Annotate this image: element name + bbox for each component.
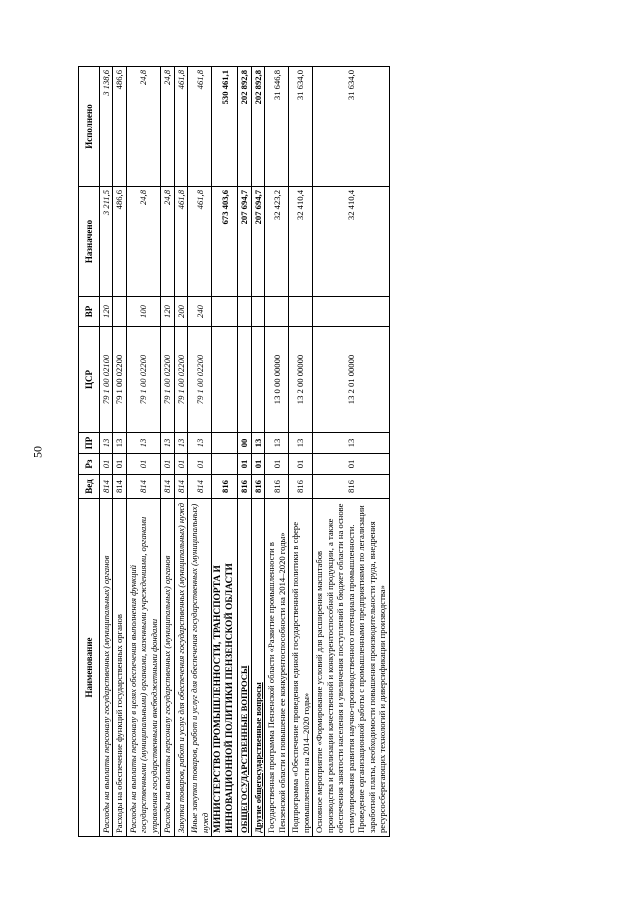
vr-code: 100 <box>126 297 160 327</box>
executed-amount: 24,8 <box>161 67 174 187</box>
csr-code: 13 2 01 00000 <box>313 327 389 433</box>
budget-table <box>78 66 390 837</box>
table-row <box>100 67 113 837</box>
assigned-amount: 24,8 <box>126 187 160 297</box>
page-number: 50 <box>30 446 45 458</box>
rz-code: 01 <box>251 454 264 475</box>
ved-code: 816 <box>251 475 264 499</box>
pr-code: 13 <box>161 433 174 454</box>
csr-code: 79 1 00 02100 <box>100 327 113 433</box>
csr-code <box>251 327 264 433</box>
assigned-amount: 32 410,4 <box>289 187 313 297</box>
pr-code: 00 <box>238 433 251 454</box>
pr-code: 13 <box>188 433 212 454</box>
vr-code <box>313 297 389 327</box>
table-row <box>238 67 251 837</box>
table-row <box>126 67 160 837</box>
csr-code <box>238 327 251 433</box>
header-cell: Исполнено <box>79 67 100 187</box>
pr-code: 13 <box>265 433 289 454</box>
csr-code: 79 1 00 02200 <box>126 327 160 433</box>
vr-code: 120 <box>100 297 113 327</box>
rz-code <box>212 454 238 475</box>
vr-code <box>212 297 238 327</box>
rz-code: 01 <box>238 454 251 475</box>
assigned-amount: 486,6 <box>113 187 126 297</box>
pr-code: 13 <box>313 433 389 454</box>
vr-code: 120 <box>161 297 174 327</box>
csr-code: 79 1 00 02200 <box>161 327 174 433</box>
pr-code: 13 <box>100 433 113 454</box>
ved-code: 814 <box>188 475 212 499</box>
assigned-amount: 207 694,7 <box>251 187 264 297</box>
rz-code: 01 <box>161 454 174 475</box>
csr-code: 79 1 00 02200 <box>174 327 187 433</box>
vr-code: 200 <box>174 297 187 327</box>
rz-code: 01 <box>126 454 160 475</box>
row-name: Государственная программа Пензенской области «Развитие промышленности в Пензенской области и повышение ее конкурентоспособности на 2014–2020 годы» <box>265 499 289 837</box>
header-cell: Назначено <box>79 187 100 297</box>
executed-amount: 3 138,6 <box>100 67 113 187</box>
pr-code: 13 <box>289 433 313 454</box>
row-name: Расходы на обеспечение функций государственных органов <box>113 499 126 837</box>
executed-amount: 31 634,0 <box>313 67 389 187</box>
csr-code <box>212 327 238 433</box>
ved-code: 814 <box>100 475 113 499</box>
table-row <box>161 67 174 837</box>
table-row <box>289 67 313 837</box>
header-cell: Рз <box>79 454 100 475</box>
executed-amount: 31 646,8 <box>265 67 289 187</box>
row-name: Основное мероприятие «Формирование условий для расширения масштабов производства и реализации качественной и конкурентоспособной продукции, а также обеспечения занятости населения и увеличения поступлений в бюджет области на основе стимулирования развития научно-производственного потенциала промышленности. Проведение организационной работы с промышленными предприятиями по легализации заработной платы, необходимости повышения производительности труда, внедрения ресурсосберегающих технологий и диверсификации производства» <box>313 499 389 837</box>
vr-code: 240 <box>188 297 212 327</box>
assigned-amount: 461,8 <box>188 187 212 297</box>
header-cell: Наименование <box>79 499 100 837</box>
assigned-amount: 461,8 <box>174 187 187 297</box>
csr-code: 13 0 00 00000 <box>265 327 289 433</box>
table-row <box>313 67 389 837</box>
row-name: Другие общегосударственные вопросы <box>251 499 264 837</box>
header-cell: Вед <box>79 475 100 499</box>
header-cell: ЦСР <box>79 327 100 433</box>
executed-amount: 530 461,1 <box>212 67 238 187</box>
ved-code: 816 <box>238 475 251 499</box>
assigned-amount: 32 423,2 <box>265 187 289 297</box>
csr-code: 79 1 00 02200 <box>188 327 212 433</box>
executed-amount: 461,8 <box>174 67 187 187</box>
row-name: Расходы на выплаты персоналу государственных (муниципальных) органов <box>100 499 113 837</box>
table-row <box>188 67 212 837</box>
vr-code <box>265 297 289 327</box>
rz-code: 01 <box>174 454 187 475</box>
assigned-amount: 673 403,6 <box>212 187 238 297</box>
ved-code: 814 <box>126 475 160 499</box>
vr-code <box>251 297 264 327</box>
vr-code <box>238 297 251 327</box>
row-name: Закупка товаров, работ и услуг для обеспечения государственных (муниципальных) нужд <box>174 499 187 837</box>
executed-amount: 202 892,8 <box>251 67 264 187</box>
executed-amount: 202 892,8 <box>238 67 251 187</box>
assigned-amount: 207 694,7 <box>238 187 251 297</box>
assigned-amount: 3 211,5 <box>100 187 113 297</box>
rz-code: 01 <box>188 454 212 475</box>
table-row <box>174 67 187 837</box>
rotated-table-container <box>78 67 558 837</box>
rz-code: 01 <box>289 454 313 475</box>
pr-code: 13 <box>113 433 126 454</box>
rz-code: 01 <box>100 454 113 475</box>
csr-code: 79 1 00 02200 <box>113 327 126 433</box>
pr-code: 13 <box>251 433 264 454</box>
row-name: Расходы на выплаты персоналу в целях обеспечения выполнения функций государственными (муниципальными) органами, казенными учреждениями, органами управления государственными внебюджетными фондами <box>126 499 160 837</box>
pr-code <box>212 433 238 454</box>
vr-code <box>289 297 313 327</box>
header-cell: ВР <box>79 297 100 327</box>
table-row <box>265 67 289 837</box>
ved-code: 814 <box>174 475 187 499</box>
rz-code: 01 <box>265 454 289 475</box>
executed-amount: 24,8 <box>126 67 160 187</box>
vr-code <box>113 297 126 327</box>
table-row <box>212 67 238 837</box>
rz-code: 01 <box>113 454 126 475</box>
assigned-amount: 24,8 <box>161 187 174 297</box>
row-name: Подпрограмма «Обеспечение проведения единой государственной политики в сфере промышленности на 2014–2020 годы» <box>289 499 313 837</box>
ved-code: 816 <box>265 475 289 499</box>
executed-amount: 31 634,0 <box>289 67 313 187</box>
pr-code: 13 <box>126 433 160 454</box>
ved-code: 816 <box>212 475 238 499</box>
header-cell: ПР <box>79 433 100 454</box>
csr-code: 13 2 00 00000 <box>289 327 313 433</box>
row-name: Иные закупки товаров, работ и услуг для обеспечения государственных (муниципальных) нужд <box>188 499 212 837</box>
executed-amount: 461,8 <box>188 67 212 187</box>
assigned-amount: 32 410,4 <box>313 187 389 297</box>
executed-amount: 486,6 <box>113 67 126 187</box>
rz-code: 01 <box>313 454 389 475</box>
ved-code: 816 <box>313 475 389 499</box>
row-name: ОБЩЕГОСУДАРСТВЕННЫЕ ВОПРОСЫ <box>238 499 251 837</box>
row-name: Расходы на выплаты персоналу государственных (муниципальных) органов <box>161 499 174 837</box>
ved-code: 814 <box>113 475 126 499</box>
ved-code: 816 <box>289 475 313 499</box>
pr-code: 13 <box>174 433 187 454</box>
ved-code: 814 <box>161 475 174 499</box>
table-header-row <box>79 67 100 837</box>
table-row <box>113 67 126 837</box>
row-name: МИНИСТЕРСТВО ПРОМЫШЛЕННОСТИ, ТРАНСПОРТА И ИННОВАЦИОННОЙ ПОЛИТИКИ ПЕНЗЕНСКОЙ ОБЛАСТИ <box>212 499 238 837</box>
table-row <box>251 67 264 837</box>
